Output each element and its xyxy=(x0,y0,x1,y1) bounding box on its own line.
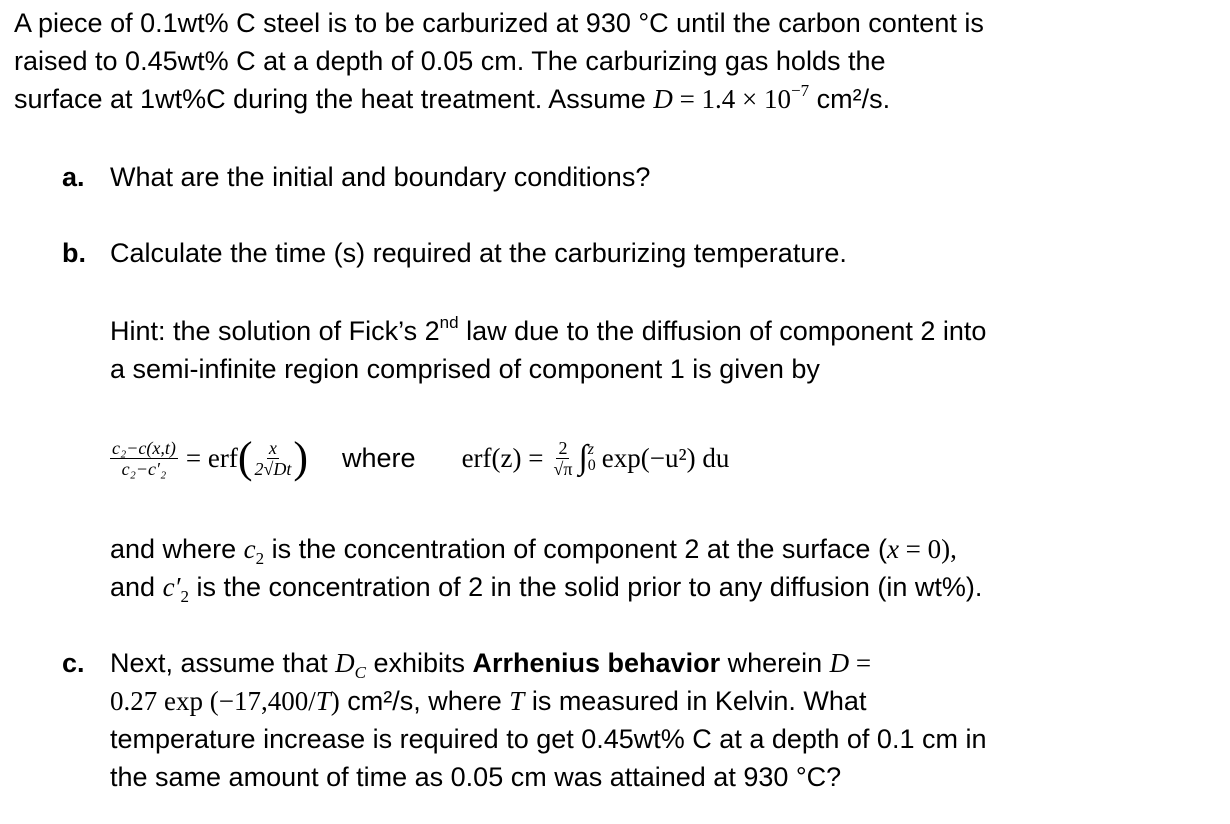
hint-line-2: a semi-infinite region comprised of component 1 is given by xyxy=(110,354,820,384)
part-b xyxy=(62,234,847,272)
intro-line-1: A piece of 0.1wt% C steel is to be carburized at 930 °C until the carbon content is xyxy=(14,8,984,38)
erf-definition: erf(z) = xyxy=(461,442,544,473)
part-c-line-3: temperature increase is required to get 0.45wt% C at a depth of 0.1 cm in xyxy=(110,724,987,754)
part-c-line-4: the same amount of time as 0.05 cm was attained at 930 °C? xyxy=(110,762,842,792)
arrhenius-bold: Arrhenius behavior xyxy=(472,648,721,678)
and-where-paragraph xyxy=(110,530,982,606)
part-c-line-1: c. Next, assume that $D_C$ exhibits Arrhenius behavior wherein D = xyxy=(62,644,986,682)
erf-equals: = erf xyxy=(185,442,238,473)
part-b-label: b. xyxy=(62,238,86,268)
integral-limits: z 0 xyxy=(587,441,596,474)
part-a-label: a. xyxy=(62,162,85,192)
two-over-root-pi: $\frac{2}{√\pi}$ xyxy=(553,437,573,479)
part-c-line-2: 0.27 exp (−17,400/T) cm²/s, where T is measured in Kelvin. What xyxy=(110,686,867,716)
part-c-label: c. xyxy=(62,648,85,678)
hint-line-1: Hint: the solution of Fick’s 2nd law due to the diffusion of component 2 into xyxy=(110,313,987,346)
hint-paragraph xyxy=(110,312,986,388)
erf-solution-formula: $\frac{\text{c₂−c(x,t)}}{\text{c₂−c′₂}}$ = erf ( $\frac{x}{2√Dt}$ ) where erf(z) = $\frac{2}{√\pi}$ ∫ z 0 exp(−u²) du xyxy=(112,433,730,482)
intro-line-2: raised to 0.45wt% C at a depth of 0.05 cm. The carburizing gas holds the xyxy=(14,46,886,76)
where-word: where xyxy=(342,442,416,473)
concentration-ratio: $\frac{\text{c₂−c(x,t)}}{\text{c₂−c′₂}}$ xyxy=(112,437,176,479)
diffusivity-symbol: D xyxy=(653,84,673,114)
part-b-text: Calculate the time (s) required at the carburizing temperature. xyxy=(110,238,847,268)
part-a xyxy=(62,158,650,196)
part-a-text: What are the initial and boundary conditions? xyxy=(110,162,651,192)
intro-line-3: surface at 1wt%C during the heat treatment. Assume $D = 1.4 \times 10^{-7}$ cm²/s. xyxy=(14,81,891,114)
intro-paragraph xyxy=(14,4,984,118)
part-c xyxy=(62,644,986,796)
and-where-line-2: and $c'_2$ is the concentration of 2 in the solid prior to any diffusion (in wt%). xyxy=(110,572,983,606)
integrand: exp(−u²) du xyxy=(601,442,730,473)
and-where-line-1: and where $c_2$ is the concentration of component 2 at the surface (x = 0), xyxy=(110,534,957,568)
integral-sign: ∫ xyxy=(578,439,588,476)
erf-argument: $\frac{x}{2√Dt}$ xyxy=(254,437,292,479)
